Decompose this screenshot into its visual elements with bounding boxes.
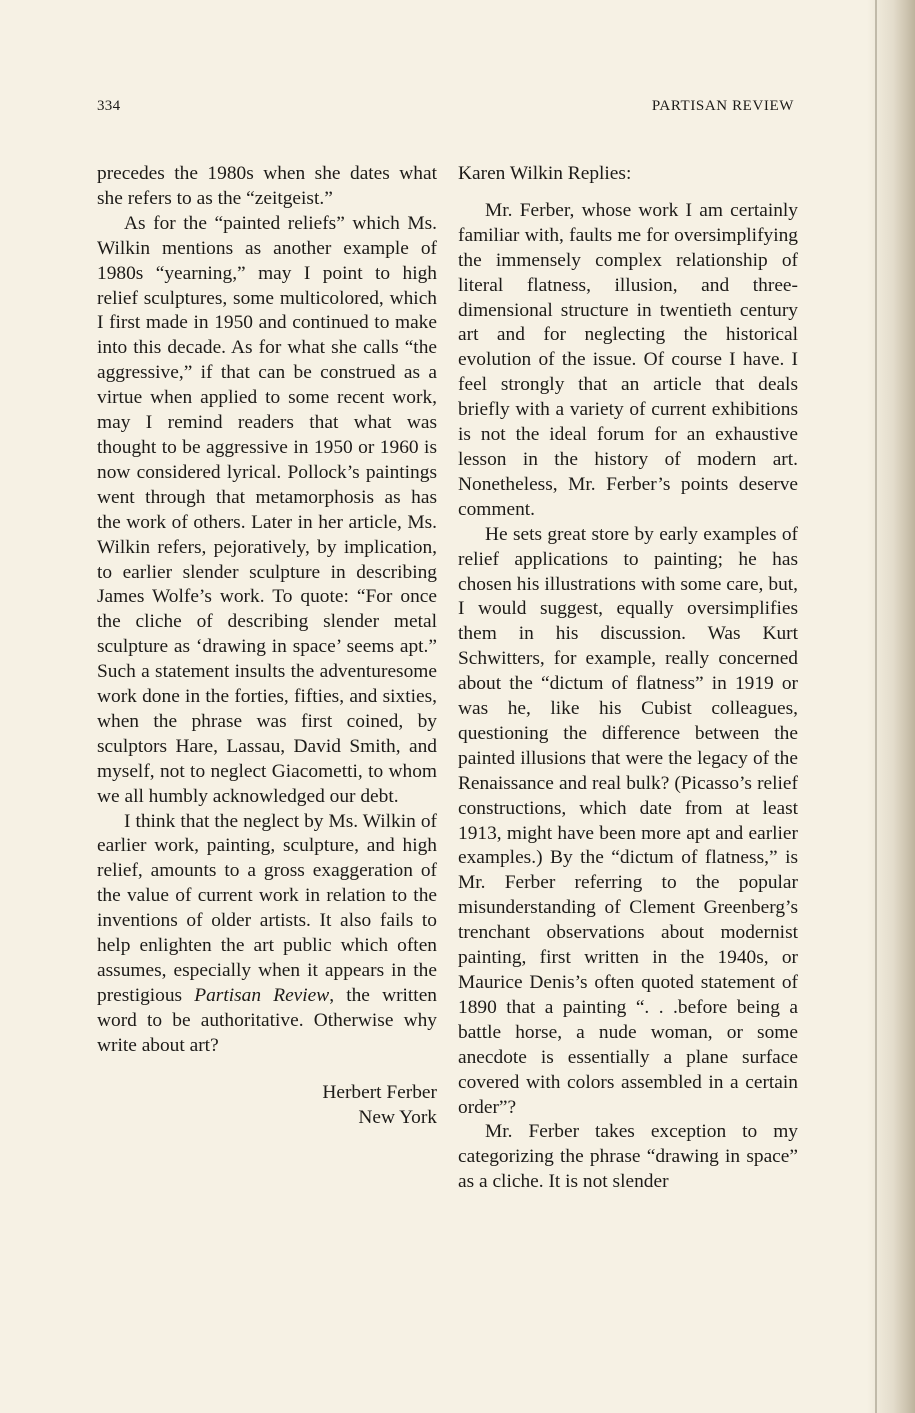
paragraph-neglect-text-a: I think that the neglect by Ms. Wilkin of earlier work, painting, sculpture, and high relief, amounts to a gross exaggeration of the value of current work in relation to the inventions of older artists. It also fails to help enlighten the art public which often assumes, especially when it appears in the prestigious [97, 810, 437, 1006]
journal-title: PARTISAN REVIEW [651, 98, 794, 114]
paragraph-drawing-in-space: Mr. Ferber takes exception to my categorizing the phrase “drawing in space” as a cliche. It is not slender [458, 1121, 798, 1193]
paragraph-continued: precedes the 1980s when she dates what she refers to as the “zeitgeist.” [97, 163, 437, 209]
partisan-review-italic: Partisan Review [194, 984, 330, 1006]
paragraph-relief-examples: He sets great store by early examples of relief applications to painting; he has chosen his illustrations with some care, but, I would suggest, equally oversimplifies them in his discussion. Was Kurt Schwitters, for example, really concerned about the “dictum of flatness” in 1919 or was he, like his Cubist colleagues, questioning the difference between the painted illusions that were the legacy of the Renaissance and real bulk? (Picasso’s relief constructions, which date from at least 1913, might have been more apt and earlier examples.) By the “dictum of flatness,” is Mr. Ferber referring to the popular misunderstanding of Clement Greenberg’s trenchant observations about modernist painting, first written in the 1940s, or Maurice Denis’s often quoted statement of 1890 that a painting “. . .before being a battle horse, a nude woman, or some anecdote is essentially a plane surface covered with colors assembled in a certain order”? [458, 523, 798, 1118]
paragraph-neglect [97, 810, 437, 1059]
left-column [97, 162, 437, 1130]
paragraph-painted-reliefs: As for the “painted reliefs” which Ms. Wilkin mentions as another example of 1980s “yearning,” may I point to high relief sculptures, some multicolored, which I first made in 1950 and continued to make into this decade. As for what she calls “the aggressive,” if that can be construed as a virtue when applied to some recent work, may I remind readers that what was thought to be aggressive in 1950 or 1960 is now considered lyrical. Pollock’s paintings went through that metamorphosis as has the work of others. Later in her article, Ms. Wilkin refers, pejoratively, by implication, to earlier slender sculpture in describing James Wolfe’s work. To quote: “For once the cliche of describing slender metal sculpture as ‘drawing in space’ seems apt.” Such a statement insults the adventuresome work done in the forties, fifties, and sixties, when the phrase was first coined, by sculptors Hare, Lassau, David Smith, and myself, not to neglect Giacometti, to whom we all humbly acknowledged our debt. [97, 212, 437, 807]
right-column [458, 162, 798, 1195]
page-edge-line [875, 0, 877, 1413]
paragraph-reply-intro: Mr. Ferber, whose work I am certainly familiar with, faults me for oversimplifying the immensely complex relationship of literal flatness, illusion, and three-dimensional structure in twentieth century art and for neglecting the historical evolution of the issue. Of course I have. I feel strongly that an article that deals briefly with a variety of current exhibitions is not the ideal forum for an exhaustive lesson in the history of modern art. Nonetheless, Mr. Ferber’s points deserve comment. [458, 199, 798, 520]
page-number: 334 [97, 98, 121, 114]
signature-name: Herbert Ferber [322, 1081, 437, 1103]
paragraph-neglect-text-b: , the written word to be authoritative. Otherwise why write about art? [97, 984, 437, 1056]
letter-signature [97, 1081, 437, 1131]
reply-heading: Karen Wilkin Replies: [458, 163, 632, 184]
signature-place: New York [358, 1106, 437, 1128]
